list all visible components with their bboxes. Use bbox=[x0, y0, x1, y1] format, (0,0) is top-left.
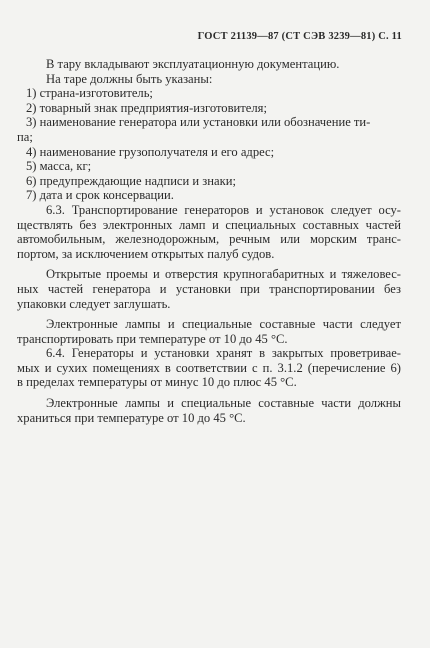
text-line: 6.4. Генераторы и установки хранят в закрытых проветривае- bbox=[46, 346, 401, 361]
text-line: в пределах температуры от минус 10 до плюс 45 °С. bbox=[17, 375, 297, 390]
list-item: 3) наименование генератора или установки или обозначение ти- bbox=[26, 115, 371, 130]
text-line: храниться при температуре от 10 до 45 °С. bbox=[17, 410, 246, 425]
text-line: 6.3. Транспортирование генераторов и установок следует осу- bbox=[46, 202, 401, 217]
text-line: автомобильным, железнодорожным, речным или морским транс- bbox=[17, 232, 401, 247]
text-line: Электронные лампы и специальные составные части следует bbox=[46, 317, 401, 332]
list-item: 7) дата и срок консервации. bbox=[26, 188, 174, 203]
text-line: упаковки следует заглушать. bbox=[17, 296, 171, 311]
text-line: портом, за исключением открытых палуб судов. bbox=[17, 246, 275, 261]
list-item: 4) наименование грузополучателя и его адрес; bbox=[26, 144, 275, 159]
list-item: 6) предупреждающие надписи и знаки; bbox=[26, 173, 236, 188]
page-header: ГОСТ 21139—87 (СТ СЭВ 3239—81) С. 11 bbox=[197, 31, 402, 42]
text-line: па; bbox=[17, 129, 33, 144]
document-body bbox=[17, 57, 401, 425]
text-line: транспортировать при температуре от 10 до 45 °С. bbox=[17, 331, 288, 346]
text-line: В тару вкладывают эксплуатационную документацию. bbox=[46, 57, 340, 71]
text-line: Открытые проемы и отверстия крупногабаритных и тяжеловес- bbox=[46, 267, 401, 282]
list-item: 5) масса, кг; bbox=[26, 159, 92, 174]
list-item: 2) товарный знак предприятия-изготовителя; bbox=[26, 100, 267, 115]
text-line: ществлять без электронных ламп и специальных составных частей bbox=[17, 217, 401, 232]
text-line: мых и сухих помещениях в соответствии с п. 3.1.2 (перечисление 6) bbox=[17, 360, 401, 375]
text-line: ных частей генератора и установки при транспортировании без bbox=[17, 281, 401, 296]
list-item: 1) страна-изготовитель; bbox=[26, 86, 153, 101]
text-line: Электронные лампы и специальные составные части должны bbox=[46, 396, 401, 411]
text-line: На таре должны быть указаны: bbox=[46, 71, 213, 86]
